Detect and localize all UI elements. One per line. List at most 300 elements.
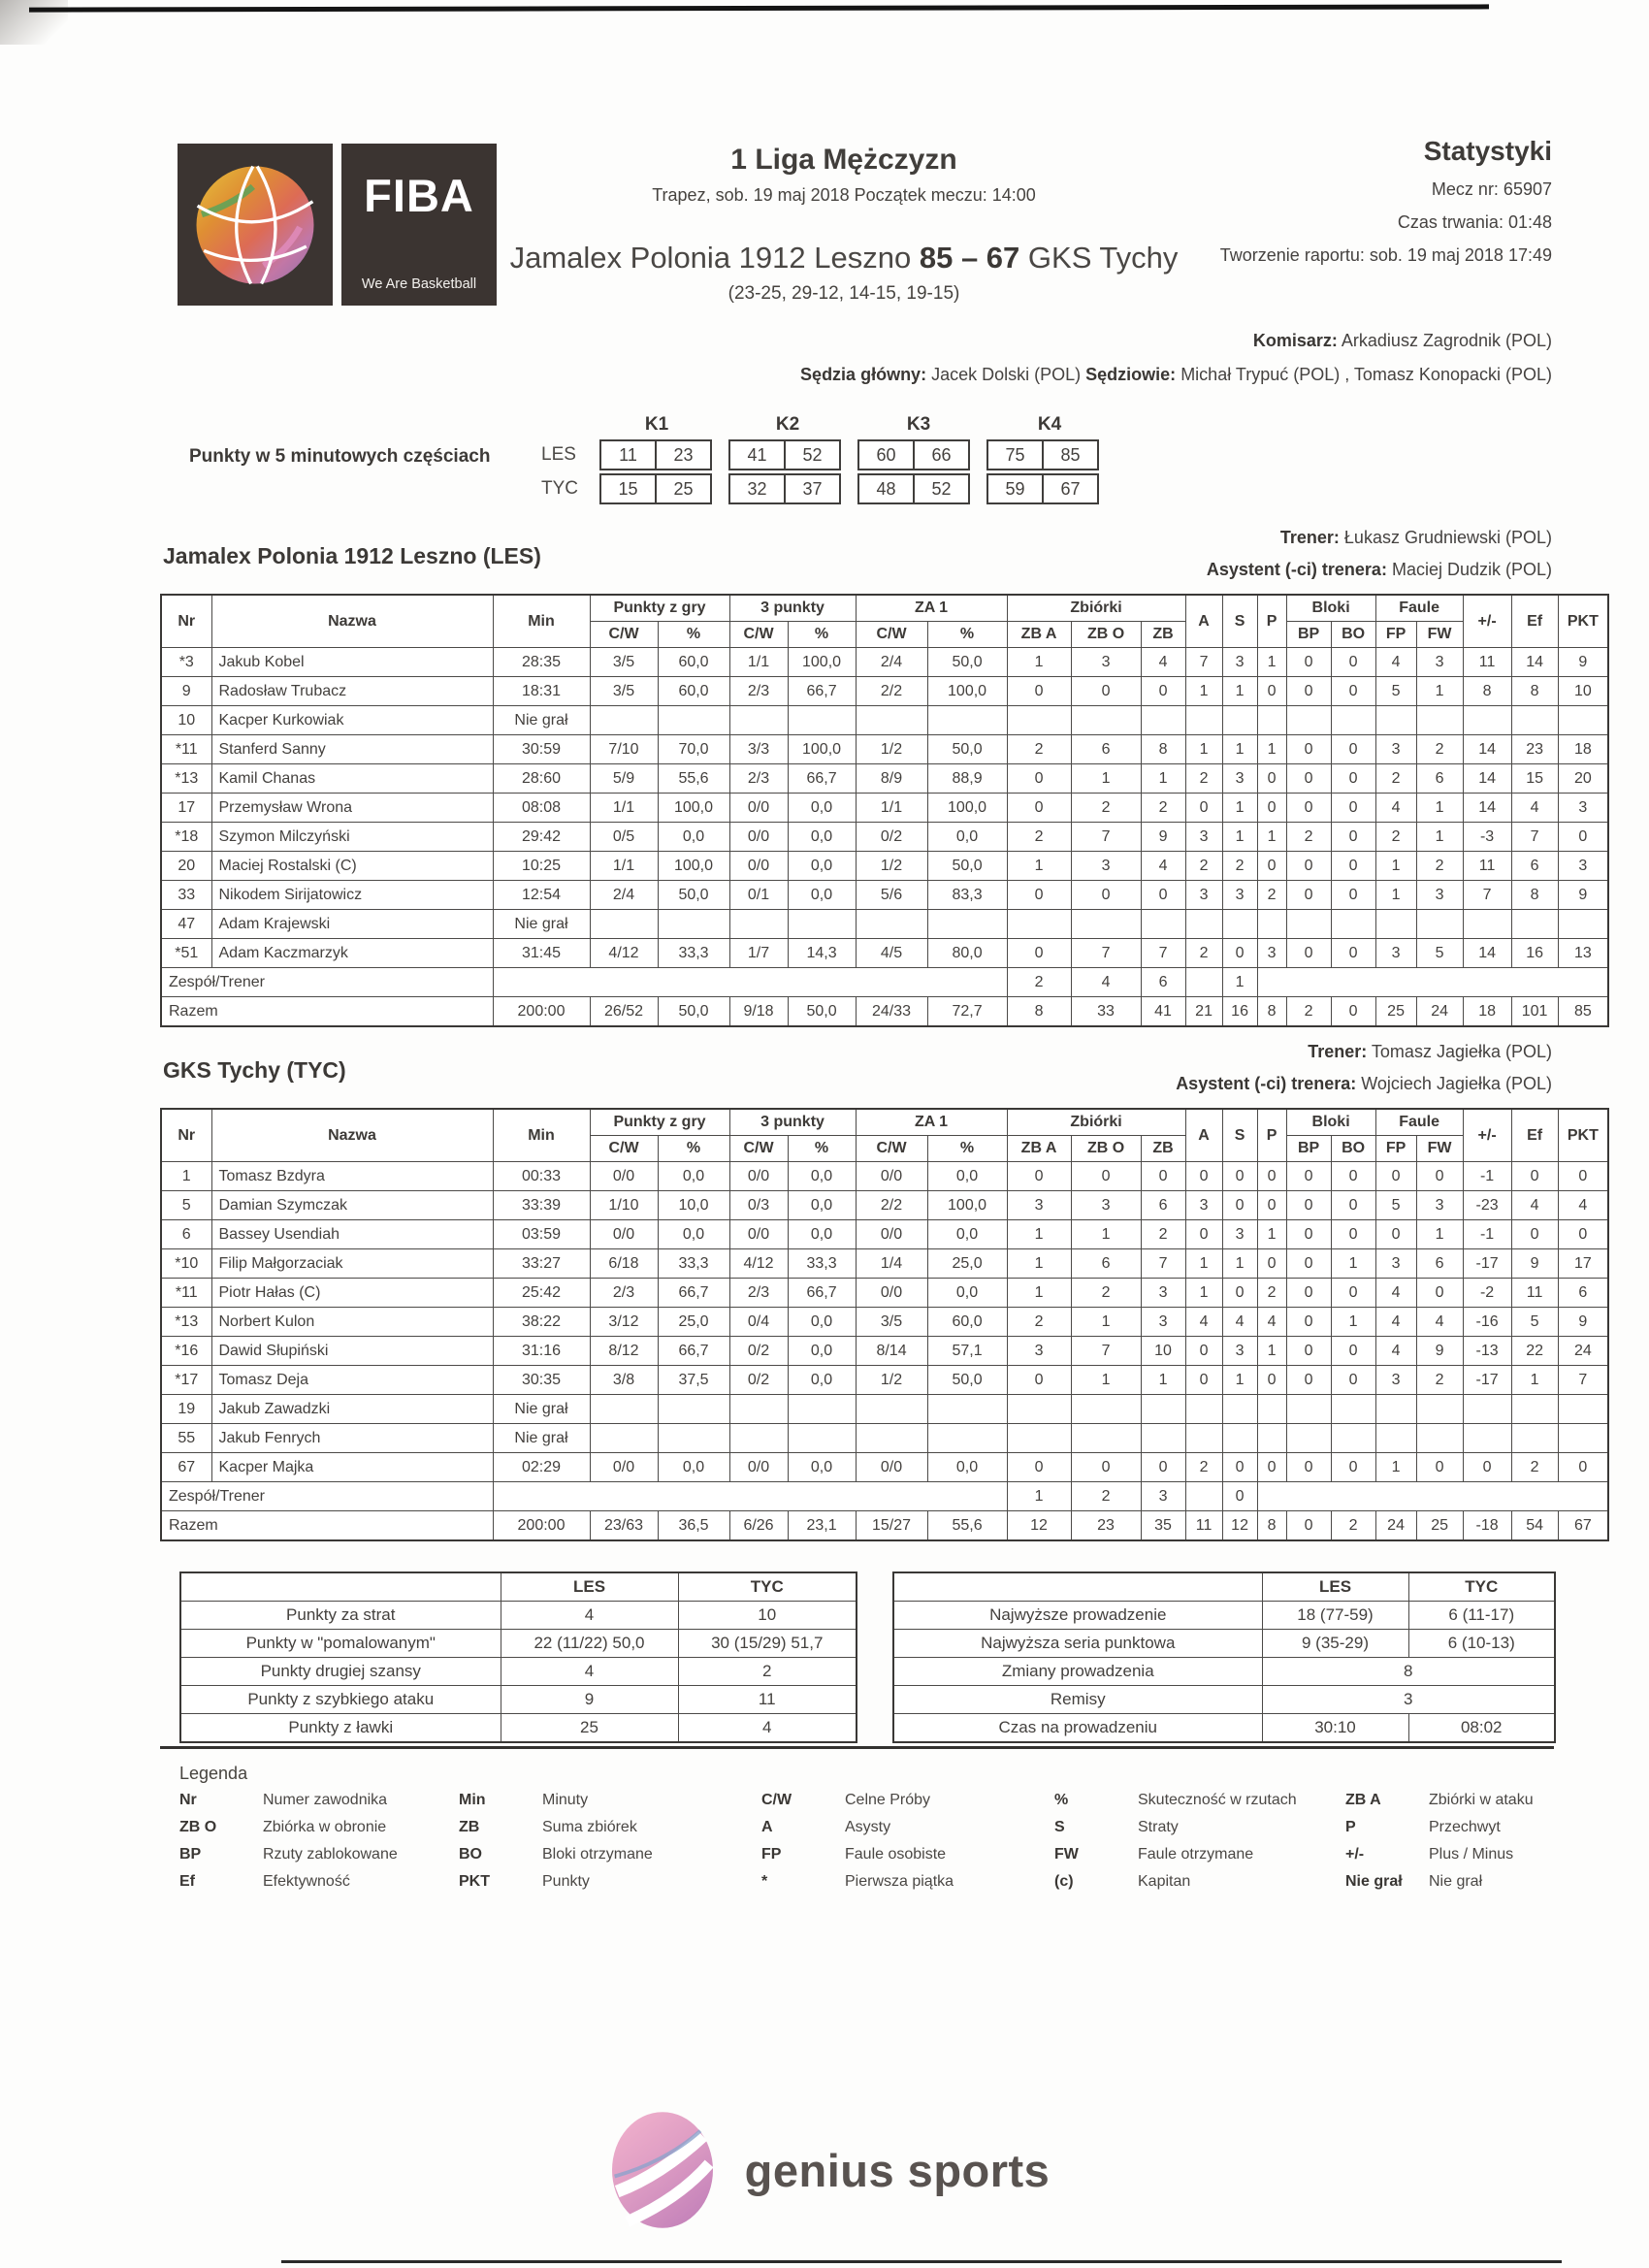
- stat-cell: [1007, 706, 1071, 735]
- stat-cell: 3/3: [729, 735, 788, 764]
- stat-cell: 6: [1511, 852, 1558, 881]
- stat-cell: [1007, 1395, 1071, 1424]
- stat-cell: 6: [1558, 1279, 1608, 1308]
- player-row: [161, 1366, 1608, 1395]
- period-score-box: [599, 473, 712, 504]
- stat-cell: 0: [1331, 1366, 1375, 1395]
- legend-entry: [459, 1846, 761, 1863]
- header-row-groups: [161, 595, 1608, 622]
- period-score-cell: 59: [1005, 478, 1025, 499]
- stat-cell: 24/33: [856, 997, 927, 1027]
- legend-description: Straty: [1138, 1819, 1179, 1835]
- legend-entry: [761, 1846, 1054, 1863]
- legend-abbr: PKT: [459, 1873, 490, 1890]
- stat-cell: 1: [1416, 794, 1463, 823]
- summary-row-label: Punkty w "pomalowanym": [180, 1630, 501, 1658]
- stat-cell: 83,3: [927, 881, 1007, 910]
- player-row: [161, 1395, 1608, 1424]
- column-subheader: BO: [1331, 1136, 1375, 1162]
- stat-cell: 101: [1511, 997, 1558, 1027]
- legend-description: Przechwyt: [1429, 1819, 1501, 1835]
- stat-cell: 25: [1375, 997, 1416, 1027]
- period-score-cell: 15: [618, 478, 638, 499]
- stat-cell: 1: [1007, 1220, 1071, 1249]
- summary-shared-value: 3: [1262, 1686, 1555, 1714]
- team2-coach-line: [679, 1036, 1552, 1068]
- stat-cell: 41: [1141, 997, 1185, 1027]
- stat-cell: 0: [1331, 881, 1375, 910]
- stat-cell: 4: [1511, 1191, 1558, 1220]
- fiba-ball-graphic: [191, 161, 319, 289]
- stat-cell: 4: [1375, 648, 1416, 677]
- stat-cell: [1185, 1395, 1222, 1424]
- stat-cell: [729, 706, 788, 735]
- column-header: +/-: [1463, 1109, 1511, 1162]
- points-summary-table: [179, 1571, 857, 1743]
- stat-cell: 0,0: [788, 881, 856, 910]
- stat-cell: 3: [1222, 881, 1257, 910]
- column-header: A: [1185, 1109, 1222, 1162]
- stat-cell: 0: [1286, 1366, 1331, 1395]
- stat-cell: 24: [1558, 1337, 1608, 1366]
- stat-cell: 8/12: [590, 1337, 658, 1366]
- stat-cell: 55,6: [658, 764, 729, 794]
- team2-coaches: [679, 1036, 1552, 1100]
- stat-cell: 0: [1007, 677, 1071, 706]
- column-header: P: [1257, 1109, 1286, 1162]
- column-header: Faule: [1375, 595, 1463, 622]
- quarter-score-row: [541, 471, 1123, 505]
- stat-cell: 70,0: [658, 735, 729, 764]
- stat-cell: 0/2: [729, 1337, 788, 1366]
- stat-cell: 7: [1511, 823, 1558, 852]
- stat-cell: 2/3: [729, 1279, 788, 1308]
- legend-abbr: +/-: [1345, 1846, 1365, 1863]
- legend-grid: [179, 1792, 1567, 1891]
- stat-cell: 25,0: [658, 1308, 729, 1337]
- stat-cell: 0: [1286, 1453, 1331, 1482]
- player-row: [161, 1191, 1608, 1220]
- stat-cell: 8: [1257, 1511, 1286, 1541]
- stat-cell: 0: [1331, 997, 1375, 1027]
- stat-cell: 9: [1416, 1337, 1463, 1366]
- stat-cell: [1375, 910, 1416, 939]
- legend-description: Nie grał: [1429, 1873, 1483, 1890]
- stat-cell: 24: [1375, 1511, 1416, 1541]
- stat-cell: 9: [1558, 648, 1608, 677]
- stat-cell: 4/12: [590, 939, 658, 968]
- stat-cell: 8: [1463, 677, 1511, 706]
- points-summary-row: [180, 1602, 857, 1630]
- boxscore-body: [161, 648, 1608, 1027]
- stat-cell: 1/2: [856, 735, 927, 764]
- stat-cell: 15: [1511, 764, 1558, 794]
- stat-cell: 0: [1286, 939, 1331, 968]
- column-subheader: ZB O: [1071, 1136, 1141, 1162]
- stat-cell: 1: [1257, 648, 1286, 677]
- legend-entry: [459, 1819, 761, 1836]
- stat-cell: 3: [1071, 648, 1141, 677]
- stat-cell: [1416, 706, 1463, 735]
- column-subheader: %: [658, 1136, 729, 1162]
- coach-name: Tomasz Jagiełka (POL): [1371, 1042, 1552, 1061]
- quarter-scores-label: Punkty w 5 minutowych częściach: [189, 446, 491, 467]
- stat-cell: 3/8: [590, 1366, 658, 1395]
- stat-cell: 3: [1141, 1279, 1185, 1308]
- stat-cell: 7: [1141, 1249, 1185, 1279]
- stat-cell: 0: [1331, 939, 1375, 968]
- stat-cell: 12: [1007, 1511, 1071, 1541]
- stat-cell: [1222, 1424, 1257, 1453]
- column-subheader: BO: [1331, 622, 1375, 648]
- stat-cell: 1: [1185, 1249, 1222, 1279]
- stat-cell: 0: [1331, 1162, 1375, 1191]
- stat-cell: 1/1: [729, 648, 788, 677]
- stat-cell: 16: [1511, 939, 1558, 968]
- player-minutes: 33:39: [493, 1191, 590, 1220]
- player-minutes: Nie grał: [493, 706, 590, 735]
- player-number: 47: [161, 910, 211, 939]
- leads-summary-row: [893, 1658, 1555, 1686]
- period-score-cell: 41: [747, 444, 767, 465]
- stat-cell: 7: [1071, 939, 1141, 968]
- period-score-cell: 32: [747, 478, 767, 499]
- referees-line: [485, 358, 1552, 392]
- legend-abbr: Nie grał: [1345, 1873, 1403, 1890]
- legend-description: Asysty: [845, 1819, 891, 1835]
- stat-cell: 0: [1416, 1279, 1463, 1308]
- stat-cell: 0,0: [788, 852, 856, 881]
- team2-heading: GKS Tychy (TYC): [163, 1057, 346, 1083]
- legend-entry: [179, 1873, 459, 1891]
- column-header: PKT: [1558, 595, 1608, 648]
- stat-cell: 2/2: [856, 677, 927, 706]
- stat-cell: 1: [1007, 1249, 1071, 1279]
- stat-cell: [1558, 1424, 1608, 1453]
- column-subheader: FW: [1416, 1136, 1463, 1162]
- stat-cell: 0: [1463, 1453, 1511, 1482]
- stat-cell: [658, 910, 729, 939]
- stat-cell: [1257, 1424, 1286, 1453]
- stat-cell: 2: [1185, 852, 1222, 881]
- stat-cell: 0: [1331, 764, 1375, 794]
- stat-cell: [1286, 910, 1331, 939]
- stat-cell: [927, 910, 1007, 939]
- period-score-cell: 37: [784, 475, 839, 502]
- player-name: Przemysław Wrona: [211, 794, 493, 823]
- stat-cell: 0: [1511, 1162, 1558, 1191]
- boxscore-header: [161, 1109, 1608, 1162]
- leads-summary-row: [893, 1602, 1555, 1630]
- column-subheader: %: [927, 622, 1007, 648]
- legend-abbr: Min: [459, 1792, 486, 1808]
- stat-cell: [788, 910, 856, 939]
- stat-cell: 6/26: [729, 1511, 788, 1541]
- stat-cell: 0: [1007, 1366, 1071, 1395]
- player-number: 20: [161, 852, 211, 881]
- stat-cell: 3: [1185, 823, 1222, 852]
- player-name: Radosław Trubacz: [211, 677, 493, 706]
- stat-cell: [1375, 706, 1416, 735]
- stat-cell: -2: [1463, 1279, 1511, 1308]
- column-header: Punkty z gry: [590, 1109, 729, 1136]
- stat-cell: 6: [1141, 968, 1185, 997]
- stat-cell: 0: [1286, 735, 1331, 764]
- stat-cell: 3: [1071, 1191, 1141, 1220]
- stat-cell: [1185, 968, 1222, 997]
- stat-cell: 1: [1257, 1220, 1286, 1249]
- scan-edge-top: [29, 4, 1489, 12]
- team2-assistant-line: [679, 1068, 1552, 1100]
- stat-cell: 7: [1185, 648, 1222, 677]
- stat-cell: [1071, 1395, 1141, 1424]
- player-minutes: 28:60: [493, 764, 590, 794]
- stat-cell: 0: [1558, 823, 1608, 852]
- stat-cell: 3: [1007, 1191, 1071, 1220]
- player-row: [161, 852, 1608, 881]
- column-header: +/-: [1463, 595, 1511, 648]
- stat-cell: [1222, 706, 1257, 735]
- stat-cell: 2: [1007, 968, 1071, 997]
- empty-cell: [493, 1482, 1007, 1511]
- stat-cell: 50,0: [927, 1366, 1007, 1395]
- legend-title: Legenda: [179, 1764, 248, 1783]
- stat-cell: 0: [1331, 1453, 1375, 1482]
- boxscore-header: [161, 595, 1608, 648]
- period-header: K4: [1037, 413, 1062, 435]
- team-code-label: LES: [541, 443, 576, 465]
- quarter-scores-block: [189, 411, 1111, 528]
- player-minutes: 31:16: [493, 1337, 590, 1366]
- legend-abbr: %: [1054, 1792, 1069, 1808]
- stat-cell: 0: [1331, 648, 1375, 677]
- column-header: Punkty z gry: [590, 595, 729, 622]
- stat-cell: 100,0: [658, 852, 729, 881]
- stat-cell: [1286, 1395, 1331, 1424]
- stat-cell: 1: [1185, 735, 1222, 764]
- player-name: Damian Szymczak: [211, 1191, 493, 1220]
- stat-cell: 24: [1416, 997, 1463, 1027]
- player-minutes: Nie grał: [493, 1424, 590, 1453]
- player-name: Adam Krajewski: [211, 910, 493, 939]
- period-header: K2: [775, 413, 800, 435]
- stat-cell: 67: [1558, 1511, 1608, 1541]
- legend-abbr: Nr: [179, 1792, 197, 1808]
- stat-cell: [729, 910, 788, 939]
- period-score-box: [986, 439, 1099, 470]
- header-right: [1009, 136, 1552, 266]
- player-row: [161, 939, 1608, 968]
- player-number: 17: [161, 794, 211, 823]
- stat-cell: 3/5: [590, 648, 658, 677]
- stat-cell: 2: [1141, 794, 1185, 823]
- stat-cell: [1331, 1424, 1375, 1453]
- legend-entry: [1054, 1819, 1345, 1836]
- stat-cell: 0: [1071, 677, 1141, 706]
- stat-cell: 2/3: [590, 1279, 658, 1308]
- stat-cell: 0: [1257, 1453, 1286, 1482]
- stat-cell: 0: [1141, 881, 1185, 910]
- legend-abbr: S: [1054, 1819, 1065, 1835]
- summary-row-label: Punkty z ławki: [180, 1714, 501, 1743]
- legend-divider: [160, 1746, 1554, 1749]
- stat-cell: 11: [1463, 648, 1511, 677]
- league-title: 1 Liga Mężczyzn: [730, 144, 957, 176]
- report-created: Tworzenie raportu: sob. 19 maj 2018 17:49: [1219, 245, 1552, 265]
- stat-cell: 2/4: [856, 648, 927, 677]
- totals-minutes: 200:00: [493, 1511, 590, 1541]
- stat-cell: 0,0: [927, 1279, 1007, 1308]
- stat-cell: 0,0: [788, 823, 856, 852]
- summary-row-label: Czas na prowadzeniu: [893, 1714, 1262, 1743]
- stat-cell: 1: [1222, 794, 1257, 823]
- stat-cell: 17: [1558, 1249, 1608, 1279]
- stat-cell: -17: [1463, 1366, 1511, 1395]
- column-header: PKT: [1558, 1109, 1608, 1162]
- stat-cell: [1416, 910, 1463, 939]
- stat-cell: 5: [1511, 1308, 1558, 1337]
- stat-cell: 50,0: [788, 997, 856, 1027]
- stat-cell: 57,1: [927, 1337, 1007, 1366]
- stat-cell: 1: [1185, 677, 1222, 706]
- stat-cell: 3: [1222, 648, 1257, 677]
- stat-cell: 0: [1222, 1162, 1257, 1191]
- stat-cell: 1/1: [590, 794, 658, 823]
- stat-cell: 66,7: [658, 1337, 729, 1366]
- player-number: 5: [161, 1191, 211, 1220]
- stat-cell: 3: [1257, 939, 1286, 968]
- stat-cell: 0/0: [856, 1220, 927, 1249]
- column-header: Zbiórki: [1007, 595, 1185, 622]
- stat-cell: 12: [1222, 1511, 1257, 1541]
- stat-cell: 0: [1071, 1453, 1141, 1482]
- stat-cell: 1: [1331, 1249, 1375, 1279]
- stat-cell: [729, 1395, 788, 1424]
- stat-cell: [1331, 910, 1375, 939]
- stat-cell: 0: [1331, 1279, 1375, 1308]
- stat-cell: 3: [1185, 881, 1222, 910]
- summary-column-header: [893, 1572, 1262, 1602]
- player-number: 55: [161, 1424, 211, 1453]
- summary-row-label: Remisy: [893, 1686, 1262, 1714]
- stat-cell: 1: [1007, 1482, 1071, 1511]
- stat-cell: 0/0: [856, 1279, 927, 1308]
- team1-heading: Jamalex Polonia 1912 Leszno (LES): [163, 543, 541, 568]
- totals-label: Razem: [161, 1511, 493, 1541]
- points-summary-row: [180, 1714, 857, 1743]
- team-coach-label: Zespół/Trener: [161, 968, 493, 997]
- player-row: [161, 1220, 1608, 1249]
- stat-cell: -13: [1463, 1337, 1511, 1366]
- column-subheader: %: [658, 622, 729, 648]
- stat-cell: 2: [1286, 997, 1331, 1027]
- player-name: Bassey Usendiah: [211, 1220, 493, 1249]
- stat-cell: [927, 706, 1007, 735]
- stat-cell: 100,0: [927, 794, 1007, 823]
- stat-cell: [1222, 910, 1257, 939]
- summary-les-value: 9: [501, 1686, 678, 1714]
- legend-abbr: BP: [179, 1846, 202, 1863]
- totals-minutes: 200:00: [493, 997, 590, 1027]
- stat-cell: 2: [1185, 939, 1222, 968]
- stat-cell: 1: [1375, 881, 1416, 910]
- column-header: Zbiórki: [1007, 1109, 1185, 1136]
- stat-cell: 11: [1511, 1279, 1558, 1308]
- stat-cell: 0: [1558, 1220, 1608, 1249]
- stat-cell: [590, 706, 658, 735]
- stat-cell: 1/10: [590, 1191, 658, 1220]
- stat-cell: [856, 1395, 927, 1424]
- stat-cell: 0/5: [590, 823, 658, 852]
- stat-cell: 1: [1257, 823, 1286, 852]
- stat-cell: 26/52: [590, 997, 658, 1027]
- legend-description: Numer zawodnika: [263, 1792, 388, 1808]
- stat-cell: 8: [1511, 881, 1558, 910]
- player-name: Jakub Fenrych: [211, 1424, 493, 1453]
- stat-cell: 0/1: [729, 881, 788, 910]
- stat-cell: [1257, 910, 1286, 939]
- legend-description: Faule otrzymane: [1138, 1846, 1254, 1863]
- scan-edge-bottom: [281, 2260, 1562, 2263]
- period-score-cell: 25: [655, 475, 710, 502]
- match-duration: Czas trwania: 01:48: [1397, 212, 1552, 232]
- stat-cell: [658, 1424, 729, 1453]
- stat-cell: 0/4: [729, 1308, 788, 1337]
- stat-cell: -17: [1463, 1249, 1511, 1279]
- period-score-box: [857, 439, 970, 470]
- column-subheader: BP: [1286, 622, 1331, 648]
- stat-cell: 8/9: [856, 764, 927, 794]
- column-subheader: C/W: [590, 1136, 658, 1162]
- stat-cell: 0,0: [788, 1337, 856, 1366]
- stat-cell: 2/2: [856, 1191, 927, 1220]
- coach-label: Trener:: [1308, 1042, 1368, 1061]
- umpires-label: Sędziowie:: [1085, 365, 1177, 384]
- stat-cell: 0/0: [590, 1220, 658, 1249]
- stat-cell: 1/2: [856, 1366, 927, 1395]
- stat-cell: 100,0: [927, 677, 1007, 706]
- stat-cell: 1: [1222, 677, 1257, 706]
- stat-cell: 2: [1141, 1220, 1185, 1249]
- stat-cell: [1007, 1424, 1071, 1453]
- stat-cell: 0: [1257, 764, 1286, 794]
- assistant-name: Wojciech Jagiełka (POL): [1361, 1074, 1552, 1093]
- stat-cell: 2: [1257, 881, 1286, 910]
- stat-cell: 0,0: [927, 1220, 1007, 1249]
- stat-cell: 66,7: [788, 764, 856, 794]
- stat-cell: 0: [1286, 648, 1331, 677]
- stat-cell: 7: [1141, 939, 1185, 968]
- stat-cell: 6: [1071, 1249, 1141, 1279]
- player-name: Jakub Kobel: [211, 648, 493, 677]
- stat-cell: 9/18: [729, 997, 788, 1027]
- stat-cell: 4/12: [729, 1249, 788, 1279]
- stat-cell: 4: [1375, 794, 1416, 823]
- stat-cell: 0: [1222, 1279, 1257, 1308]
- stat-cell: 0: [1286, 1511, 1331, 1541]
- legend-abbr: FP: [761, 1846, 782, 1863]
- column-header: 3 punkty: [729, 595, 856, 622]
- stat-cell: -1: [1463, 1220, 1511, 1249]
- quarter-header-row: [541, 411, 1123, 437]
- stat-cell: [856, 706, 927, 735]
- stat-cell: 3: [1222, 1220, 1257, 1249]
- legend-abbr: FW: [1054, 1846, 1079, 1863]
- legend-abbr: A: [761, 1819, 773, 1835]
- stat-cell: 1: [1222, 1249, 1257, 1279]
- stat-cell: 100,0: [788, 648, 856, 677]
- stat-cell: 11: [1185, 1511, 1222, 1541]
